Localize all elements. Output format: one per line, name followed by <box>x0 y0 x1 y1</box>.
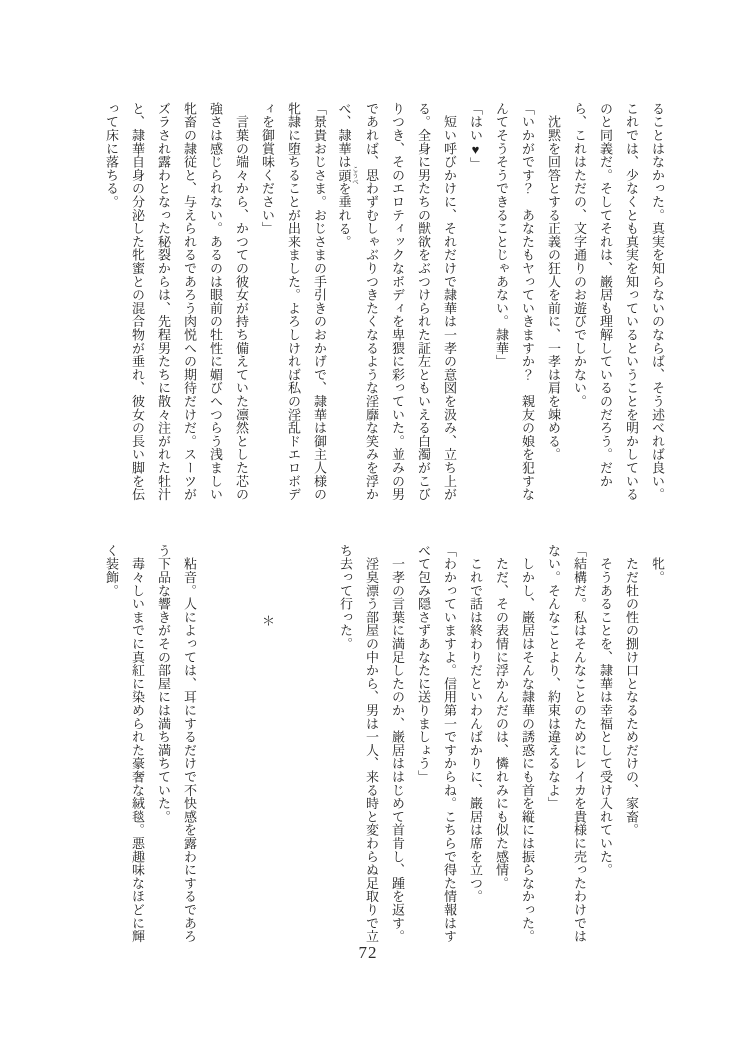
text-column: 「はい♥」 <box>468 102 483 171</box>
blank-column <box>306 544 332 940</box>
page-number: 72 <box>358 943 378 962</box>
text-column: 短い呼びかけに、それだけで隷華は一孝の意図を汲み、立ち上が <box>442 102 457 501</box>
text-column: 一孝の言葉に満足したのか、巌居ははじめて首肯し、踵を返す。 <box>390 544 405 943</box>
bottom-text-block <box>96 544 670 943</box>
text-column: ち去って行った。 <box>338 544 353 651</box>
text-column: る。全身に男たちの獣欲をぶつけられた証左ともいえる白濁がこび <box>416 102 431 501</box>
text-column: と、隷華自身の分泌した牝蜜との混合物が垂れ、彼女の長い脚を伝 <box>130 102 145 501</box>
text-column: う下品な響きがその部屋には満ち満ちていた。 <box>156 544 171 824</box>
text-column: これで話は終わりだといわんばかりに、巌居は席を立つ。 <box>468 544 483 904</box>
text-column: ィを御賞味ください」 <box>260 102 275 235</box>
text-column: 強さは感じられない。あるのは眼前の牡性に媚びへつらう浅ましい <box>208 102 223 501</box>
text-column: 毒々しいまでに真紅に染められた豪奢な絨毯。悪趣味なほどに輝 <box>130 544 145 943</box>
text-column: しかし、巌居はそんな隷華の誘惑にも首を縦には振らなかった。 <box>520 544 535 943</box>
text-column: 牝畜の隷従と、与えられるであろう肉悦への期待だけだ。スーツが <box>182 102 197 501</box>
text-column: 「結構だ。私はそんなことのためにレイカを貴様に売ったわけでは <box>572 544 587 943</box>
text-column: ない。そんなことより、約束は違えるなよ」 <box>546 544 561 810</box>
text-column: そうあることを、隷華は幸福として受け入れていた。 <box>598 544 613 877</box>
text-column: 「わかっていますよ。信用第一ですからね。こちらで得た情報はす <box>442 544 457 943</box>
text-column: 「景貴おじさま。おじさまの手引きのおかげで、隷華は御主人様の <box>312 102 327 501</box>
text-column: ることはなかった。真実を知らないのならば、そう述べれば良い。 <box>650 102 665 501</box>
text-column: であれば、思わずむしゃぶりつきたくなるような淫靡な笑みを浮か <box>364 102 379 501</box>
text-column: ただ牡の性の捌け口となるためだけの、家畜。 <box>624 544 639 837</box>
text-column: ズラされ露わとなった秘裂からは、先程男たちに散々注がれた牡汁 <box>156 102 171 501</box>
text-column: 言葉の端々から、かつての彼女が持ち備えていた凛然とした芯の <box>234 102 249 501</box>
blank-column <box>280 544 306 940</box>
text-column: のと同義だ。そしてそれは、巌居も理解しているのだろう。だか <box>598 102 613 488</box>
text-column: ら、これはただの、文字通りのお遊びでしかない。 <box>572 102 587 408</box>
text-column: これでは、少なくとも真実を知っているということを明かしている <box>624 102 639 501</box>
text-column: 沈黙を回答とする正義の狂人を前に、一孝は肩を竦める。 <box>546 102 561 462</box>
text-column: 粘音。人によっては、耳にするだけで不快感を露わにするであろ <box>182 544 197 943</box>
text-column: 「いかがです？ あなたもヤっていきますか？ 親友の娘を犯すな <box>520 102 535 501</box>
top-text-block <box>96 102 670 501</box>
blank-column <box>228 544 254 940</box>
text-column: く装飾。 <box>104 544 119 598</box>
text-column: って床に落ちる。 <box>104 102 119 209</box>
section-divider-asterisk: ＊ <box>260 614 275 628</box>
text-column: 淫臭漂う部屋の中から、男は一人、来る時と変わらぬ足取りで立 <box>364 544 379 943</box>
text-column: べて包み隠さずあなたに送りましょう」 <box>416 544 431 784</box>
blank-column <box>202 544 228 940</box>
text-column: んてそうそうできることじゃあない。隷華」 <box>494 102 509 368</box>
text-column: 牝。 <box>650 544 665 584</box>
text-column: ただ、その表情に浮かんだのは、憐れみにも似た感情。 <box>494 544 509 890</box>
text-column: りつき、そのエロティックなボディを卑猥に彩っていた。並みの男 <box>390 102 405 501</box>
text-column: 牝隷に堕ちることが出来ました。よろしければ私の淫乱ドエロボデ <box>286 102 301 501</box>
text-column-with-ruby: べ、隷華は頭 こうべを垂れる。 <box>336 102 358 249</box>
